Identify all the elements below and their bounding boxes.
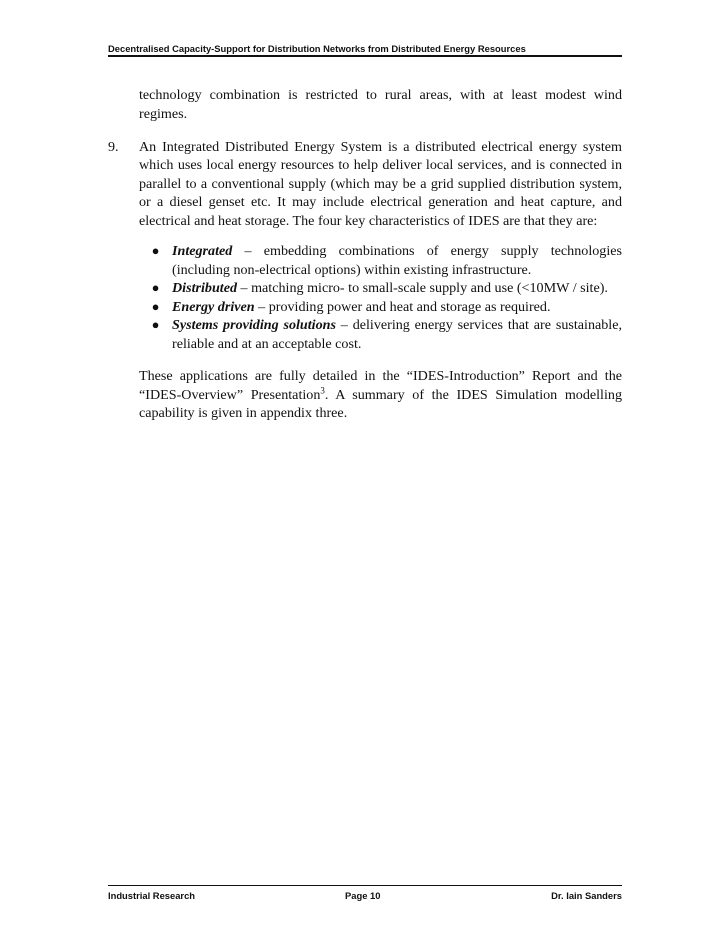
list-term: Integrated bbox=[172, 243, 233, 259]
closing-paragraph: These applications are fully detailed in the “IDES-Introduction” Report and the “IDES-Overview” Presentation$^3$. A summary of the IDES Simulation modelling capability is given in appendix three. bbox=[139, 368, 622, 421]
bullet-icon: ● bbox=[151, 243, 160, 258]
list-term: Distributed bbox=[172, 280, 237, 296]
list-item bbox=[139, 279, 622, 298]
running-footer bbox=[108, 890, 622, 904]
bullet-icon: ● bbox=[151, 298, 160, 314]
list-text: – matching micro- to small-scale supply and use (<10MW / site). bbox=[237, 280, 608, 296]
list-item bbox=[139, 242, 622, 279]
list-term: Energy driven bbox=[172, 298, 255, 315]
page-body bbox=[108, 86, 622, 437]
list-item bbox=[139, 298, 622, 317]
list-term: Systems providing solutions bbox=[172, 317, 336, 333]
paragraph-number: 9. bbox=[108, 138, 119, 155]
bullet-icon: ● bbox=[151, 317, 160, 332]
footer-author: Dr. Iain Sanders bbox=[551, 890, 622, 901]
footer-rule bbox=[108, 885, 622, 886]
paragraph-text: An Integrated Distributed Energy System is a distributed electrical energy system which uses local energy resources to help deliver local services, and is connected in parallel to a conventional supply (which may be a grid supplied distribution system, or a diesel genset etc. It may include electrical generation and heat capture, and electrical and heat storage. The four key characteristics of IDES are that they are: bbox=[139, 138, 622, 229]
list-text: – embedding combinations of energy supply technologies (including non-electrical options) within existing infrastructure. bbox=[172, 243, 622, 278]
list-text: – delivering energy services that are sustainable, reliable and at an acceptable cost. bbox=[172, 317, 622, 352]
footer-organisation: Industrial Research bbox=[108, 890, 196, 901]
continuation-paragraph: technology combination is restricted to rural areas, with at least modest wind regimes. bbox=[139, 87, 622, 122]
list-text: – providing power and heat and storage as required. bbox=[254, 298, 551, 315]
list-item bbox=[139, 316, 622, 353]
numbered-paragraph-9 bbox=[108, 138, 622, 354]
running-header: Decentralised Capacity-Support for Distribution Networks from Distributed Energy Resources bbox=[108, 43, 526, 54]
header-rule bbox=[108, 55, 622, 57]
paragraph-content bbox=[139, 138, 622, 354]
page-number: Page 10 bbox=[345, 890, 381, 901]
footnote-ref[interactable]: 3 bbox=[320, 384, 325, 395]
bullet-icon: ● bbox=[151, 280, 160, 295]
characteristics-list bbox=[139, 242, 622, 353]
